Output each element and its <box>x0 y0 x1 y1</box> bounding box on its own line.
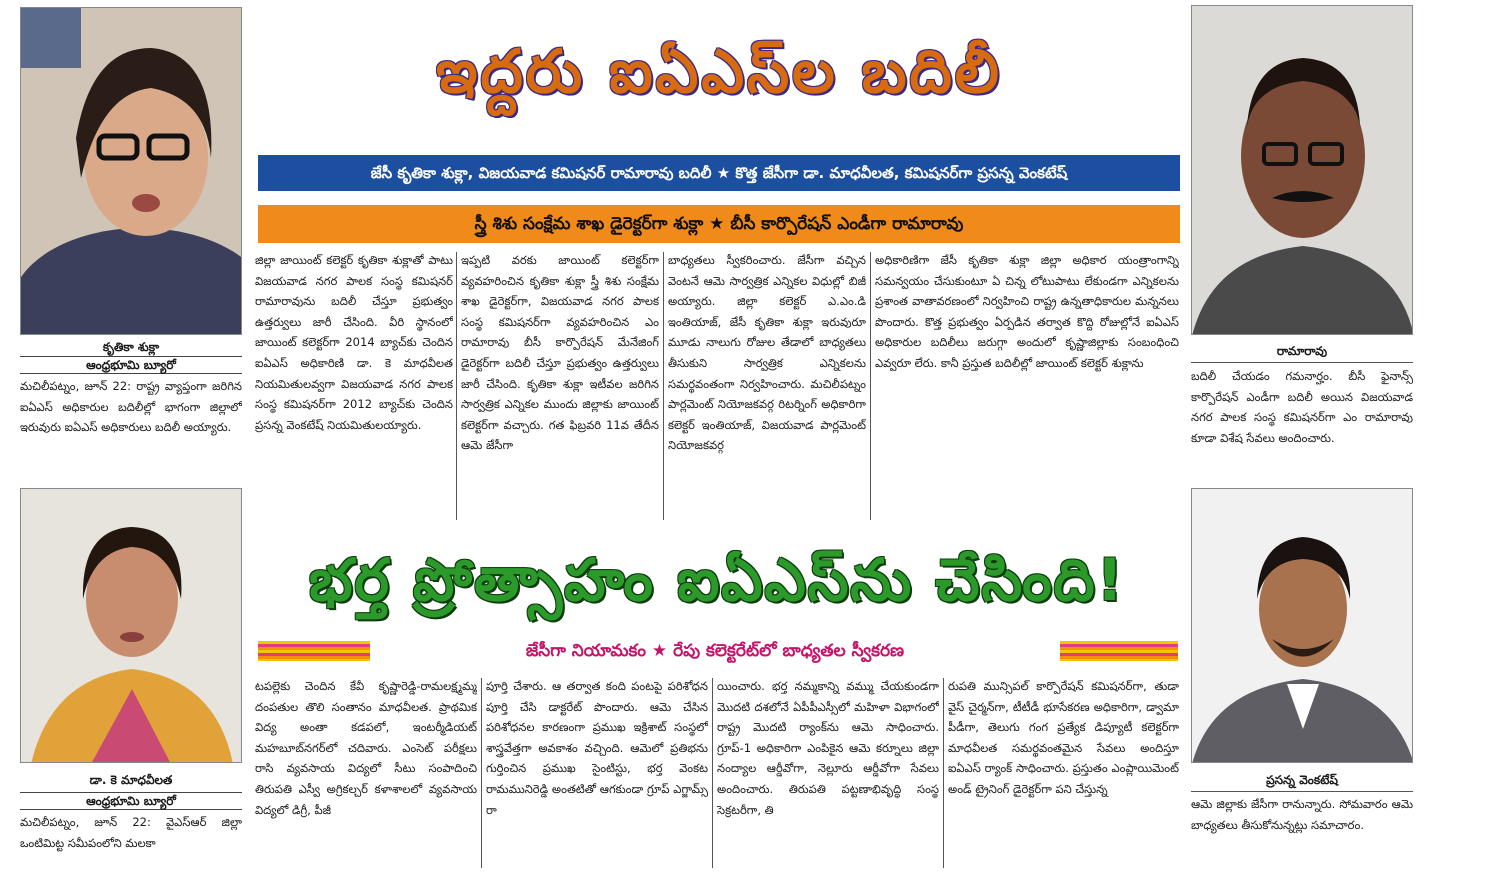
caption-kritika: కృతికా శుక్లా <box>102 340 160 354</box>
second-subheadline: జేసీగా నియామకం ★ రేపు కలెక్టరేట్‌లో బాధ్యతల స్వీకరణ <box>525 641 905 661</box>
column-divider <box>712 678 713 868</box>
portrait-woman-glasses-image <box>21 8 242 335</box>
story1-col1: జిల్లా జాయింట్ కలెక్టర్ కృతికా శుక్లాతో పాటు విజయవాడ నగర పాలక సంస్థ కమిషనర్ రామారావును బదిలీ చేస్తూ ప్రభుత్వం ఉత్తర్వులు జారీ చేసింది. వీరి స్థానంలో జాయింట్ కలెక్టర్‌గా 2014 బ్యాచ్‌కు చెందిన ఐఏఎస్ అధికారిణి డా. కె మాధవీలత నియమితులవ్వగా విజయవాడ నగర పాలక సంస్థ కమిషనర్‌గా 2012 బ్యాచ్‌కు చెందిన ప్రసన్న వెంకటేష్ నియమితులయ్యారు. <box>255 253 453 432</box>
portrait-man-suit-image <box>1192 489 1413 763</box>
column-divider <box>663 252 664 520</box>
story2-col2: పూర్తి చేశారు. ఆ తర్వాత కంది పంటపై పరిశోధన పూర్తి చేసి డాక్టరేట్ పొందారు. ఆమె చేసిన పరిశోధనల కారణంగా ప్రముఖ ఇక్రిశాట్ సంస్థలో శాస్త్రవేత్తగా అవకాశం వచ్చింది. ఆమెలో ప్రతిభను గుర్తించిన ప్రముఖ సైంటిస్టు, భర్త వెంకట రామమునిరెడ్డి అంతటితో ఆగకుండా గ్రూప్ ఎగ్జామ్స్ రా <box>486 679 708 817</box>
story1-col5: బదిలీ చేయడం గమనార్హం. బీసీ ఫైనాన్స్ కార్పొరేషన్ ఎండీగా బదిలీ అయిన విజయవాడ నగర పాలక సంస్థ కమిషనర్‌గా ఎం రామారావు కూడా విశేష సేవలు అందించారు. <box>1191 369 1413 445</box>
column-divider <box>943 678 944 868</box>
column-divider <box>481 678 482 868</box>
story2-col3: యించారు. భర్త నమ్మకాన్ని వమ్ము చేయకుండగా మొదటి దశలోనే ఏపీపీఎస్సీలో మహిళా విభాగంలో రాష్ట్ర మొదటి ర్యాంక్‌ను ఆమె సాధించారు. గ్రూప్-1 అధికారిగా ఎంపికైన ఆమె కర్నూలు జిల్లా నంద్యాల ఆర్డీవోగా, నెల్లూరు ఆర్డీవోగా సేవలు అందించారు. తిరుపతి పట్టణాభివృద్ధి సంస్థ సెక్రటరీగా, తి <box>717 679 939 817</box>
decorative-stripes-right <box>1060 641 1178 661</box>
divider <box>1191 362 1413 363</box>
photo-ramarao <box>1191 5 1413 335</box>
second-headline: భర్త ప్రోత్సాహం ఐఏఎస్‌ను చేసింది! <box>308 546 1126 614</box>
story1-col3: బాధ్యతలు స్వీకరించారు. జేసీగా వచ్చిన వెంటనే ఆమె సార్వత్రిక ఎన్నికల విధుల్లో బిజీ అయ్యారు. జిల్లా కలెక్టర్ ఎ.ఎం.డి ఇంతియాజ్, జేసీ కృతికా శుక్లా ఇరువురూ మూడు నాలుగు రోజుల తేడాలో బాధ్యతలు తీసుకుని సార్వత్రిక ఎన్నికలను సమర్థవంతంగా నిర్వహించారు. మచిలీపట్నం పార్లమెంట్ నియోజకవర్గ రిటర్నింగ్ అధికారిగా కలెక్టర్ ఇంతియాజ్, విజయవాడ పార్లమెంట్ నియోజకవర్గ <box>668 253 866 453</box>
caption-madhavilatha: డా. కె మాధవీలత <box>89 773 173 787</box>
byline-bureau-top: ఆంధ్రభూమి బ్యూరో <box>20 356 242 374</box>
story2-col5: ఆమె జిల్లాకు జేసీగా రానున్నారు. సోమవారం ఆమె బాధ్యతలు తీసుకోనున్నట్లు సమాచారం. <box>1191 797 1413 832</box>
story2-col4: రుపతి మున్సిపల్ కార్పొరేషన్ కమిషనర్‌గా, తుడా వైస్ చైర్మన్‌గా, టీటీడీ భూసేకరణ అధికారిగా, డ్వామా పీడీగా, తెలుగు గంగ ప్రత్యేక డిప్యూటీ కలెక్టర్‌గా మాధవీలత సమర్థవంతమైన సేవలు అందిస్తూ ఐఏఎస్ ర్యాంక్ సాధించారు. ప్రస్తుతం ఎంప్లాయిమెంట్ అండ్ ట్రైనింగ్ డైరెక్టర్‌గా పని చేస్తున్న <box>948 679 1179 796</box>
photo-prasanna-venkatesh <box>1191 488 1413 763</box>
column-divider <box>456 252 457 520</box>
dateline-text-top: మచిలీపట్నం, జూన్ 22: రాష్ట్ర వ్యాప్తంగా జరిగిన ఐఏఎస్ అధికారుల బదిలీల్లో భాగంగా జిల్లాలో ఇరువురు ఐఏఎస్ అధికారులు బదిలీ అయ్యారు. <box>20 379 242 435</box>
main-headline: ఇద్దరు ఐఏఎస్‌ల బదిలీ <box>436 37 1002 107</box>
story1-col2: ఇప్పటి వరకు జాయింట్ కలెక్టర్‌గా వ్యవహరించిన కృతికా శుక్లా స్త్రీ శిశు సంక్షేమ శాఖ డైరెక్టర్‌గా, విజయవాడ నగర పాలక సంస్థ కమిషనర్‌గా వ్యవహరించిన ఎం రామారావు బీసీ కార్పొరేషన్ మేనేజింగ్ డైరెక్టర్‌గా బదిలీ చేస్తూ ప్రభుత్వం ఉత్తర్వులు జారీ చేసింది. కృతికా శుక్లా ఇటీవల జరిగిన సార్వత్రిక ఎన్నికల ముందు జిల్లాకు జాయింట్ కలెక్టర్‌గా వచ్చారు. గత ఫిబ్రవరి 11వ తేదీన ఆమె జేసీగా <box>461 253 659 453</box>
photo-madhavilatha <box>20 488 242 763</box>
story2-col1: టపల్లెకు చెందిన కేవీ కృష్ణారెడ్డి-రామలక్ష్మమ్మ దంపతుల తొలి సంతానం మాధవీలత. ప్రాథమిక విద్య అంతా కడపలో, ఇంటర్మీడియట్ మహబూబ్‌నగర్‌లో చదివారు. ఎంసెట్ పరీక్షలు రాసి వ్యవసాయ విద్యలో సీటు సంపాదించి తిరుపతి ఎస్వీ అగ్రికల్చర్ కళాశాలలో వ్యవసాయ విద్యలో డిగ్రీ, పీజీ <box>255 679 477 817</box>
column-divider <box>870 252 871 520</box>
photo-kritika-shukla <box>20 7 242 335</box>
story1-col4: అధికారిణిగా జేసీ కృతికా శుక్లా జిల్లా అధికార యంత్రాంగాన్ని సమన్వయం చేసుకుంటూ ఏ చిన్న లోటుపాటు లేకుండగా ఎన్నికలను ప్రశాంత వాతావరణంలో నిర్వహించి రాష్ట్ర ఉన్నతాధికారుల మన్ననలు పొందారు. కొత్త ప్రభుత్వం ఏర్పడిన తర్వాత కొద్ది రోజుల్లోనే ఐఏఎస్ అధికారుల బదిలీలు జరుగ్గా అందులో కృష్ణాజిల్లాకు సంబంధించి ఎవ్వరూ లేరు. కానీ ప్రస్తుత బదిలీల్లో జాయింట్ కలెక్టర్ శుక్లాను <box>875 253 1179 370</box>
decorative-stripes-left <box>258 641 370 661</box>
portrait-man-bald-image <box>1192 6 1413 335</box>
dateline-text-bottom: మచిలీపట్నం, జూన్ 22: వైఎస్‌ఆర్ జిల్లా ఒంటిమిట్ట సమీపంలోని మలకా <box>20 815 242 850</box>
subheadline-blue: జేసీ కృతికా శుక్లా, విజయవాడ కమిషనర్ రామారావు బదిలీ ★ కొత్త జేసీగా డా. మాధవీలత, కమిషనర్‌గా ప్రసన్న వెంకటేష్ <box>258 155 1180 191</box>
byline-bureau-bottom: ఆంధ్రభూమి బ్యూరో <box>20 792 242 810</box>
portrait-woman-saree-image <box>21 489 242 763</box>
caption-prasanna: ప్రసన్న వెంకటేష్ <box>1266 773 1338 787</box>
caption-ramarao: రామారావు <box>1276 344 1328 358</box>
subheadline-orange: స్త్రీ శిశు సంక్షేమ శాఖ డైరెక్టర్‌గా శుక్లా ★ బీసీ కార్పొరేషన్ ఎండీగా రామారావు <box>258 205 1180 243</box>
divider <box>1191 791 1413 792</box>
